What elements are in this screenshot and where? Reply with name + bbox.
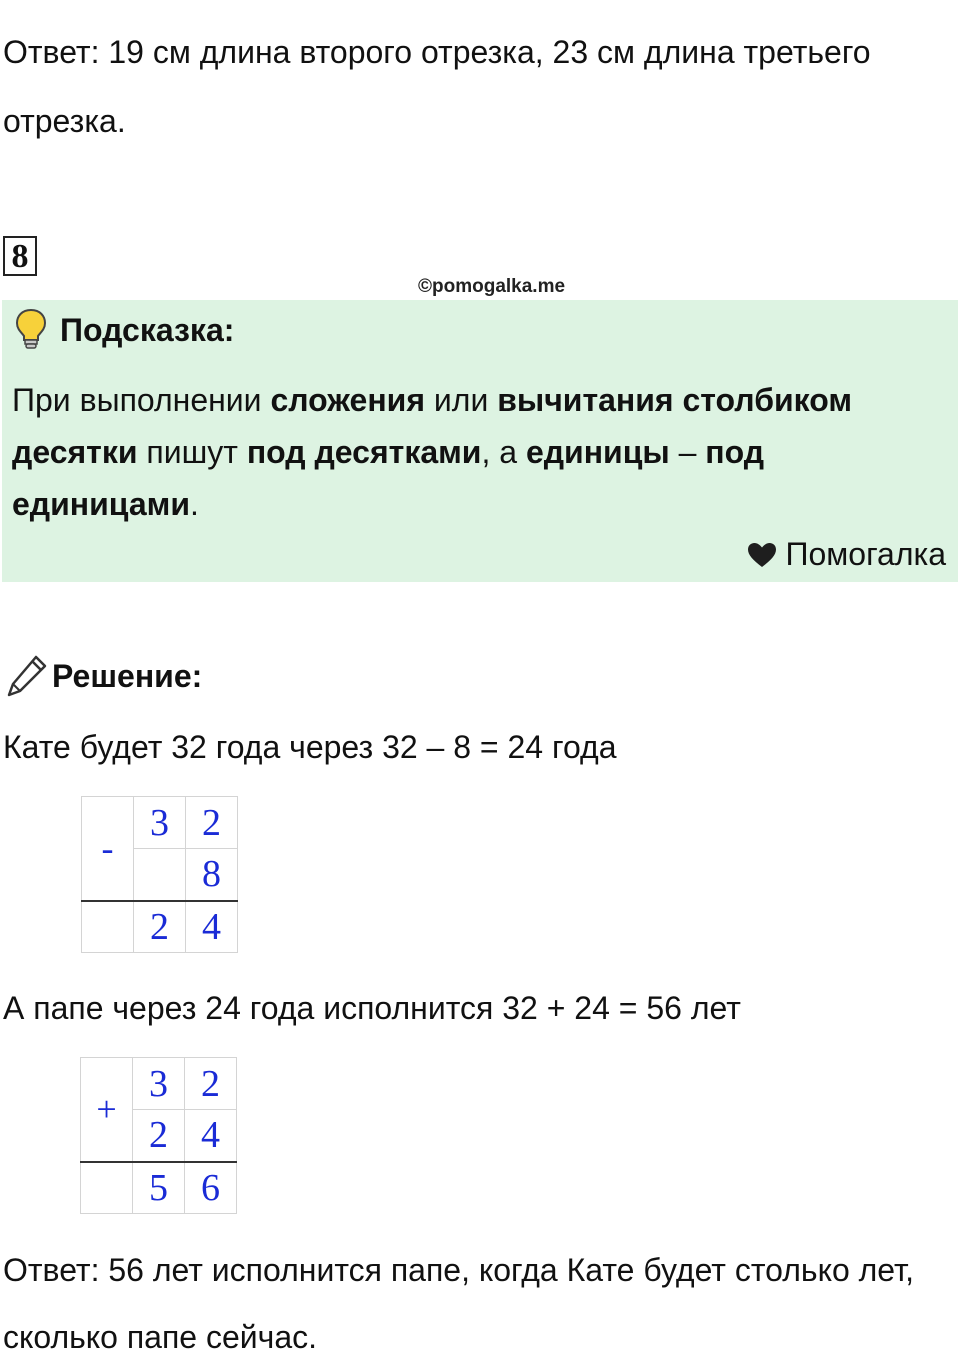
digit-cell: 2 — [186, 797, 238, 849]
brand-signature — [747, 534, 946, 577]
digit-cell: 3 — [134, 797, 186, 849]
solution-step-1: Кате будет 32 года через 32 – 8 = 24 года — [3, 729, 617, 765]
solution-step-2: А папе через 24 года исполнится 32 + 24 = 56 лет — [3, 990, 741, 1026]
lightbulb-icon — [14, 308, 48, 355]
digit-cell: 2 — [133, 1110, 185, 1162]
hint-text: При выполнении сложения или вычитания столбиком десятки пишут под десятками, а единицы – под единицами. — [12, 382, 853, 522]
solution-title: Решение: — [52, 658, 203, 694]
brand-name: Помогалка — [785, 536, 946, 572]
pencil-icon — [6, 654, 48, 703]
result-digit: 4 — [186, 901, 238, 953]
result-digit: 6 — [185, 1162, 237, 1214]
digit-cell: 2 — [185, 1058, 237, 1110]
empty-cell — [81, 1162, 133, 1214]
task-number: 8 — [3, 236, 37, 276]
column-subtraction — [81, 796, 238, 953]
column-addition — [80, 1057, 237, 1214]
digit-cell — [134, 849, 186, 901]
operator-plus: + — [81, 1058, 133, 1162]
empty-cell — [82, 901, 134, 953]
operator-minus: - — [82, 797, 134, 901]
digit-cell: 4 — [185, 1110, 237, 1162]
digit-cell: 3 — [133, 1058, 185, 1110]
result-digit: 2 — [134, 901, 186, 953]
hint-title: Подсказка: — [60, 312, 235, 348]
previous-answer-line-1: Ответ: 19 см длина второго отрезка, 23 см длина третьего — [3, 34, 871, 70]
answer-line-1: Ответ: 56 лет исполнится папе, когда Кате будет столько лет, — [3, 1252, 915, 1288]
previous-answer-line-2: отрезка. — [3, 103, 126, 139]
watermark: ©pomogalka.me — [418, 276, 566, 297]
digit-cell: 8 — [186, 849, 238, 901]
result-digit: 5 — [133, 1162, 185, 1214]
heart-icon — [747, 537, 777, 577]
answer-line-2: сколько папе сейчас. — [3, 1319, 318, 1355]
